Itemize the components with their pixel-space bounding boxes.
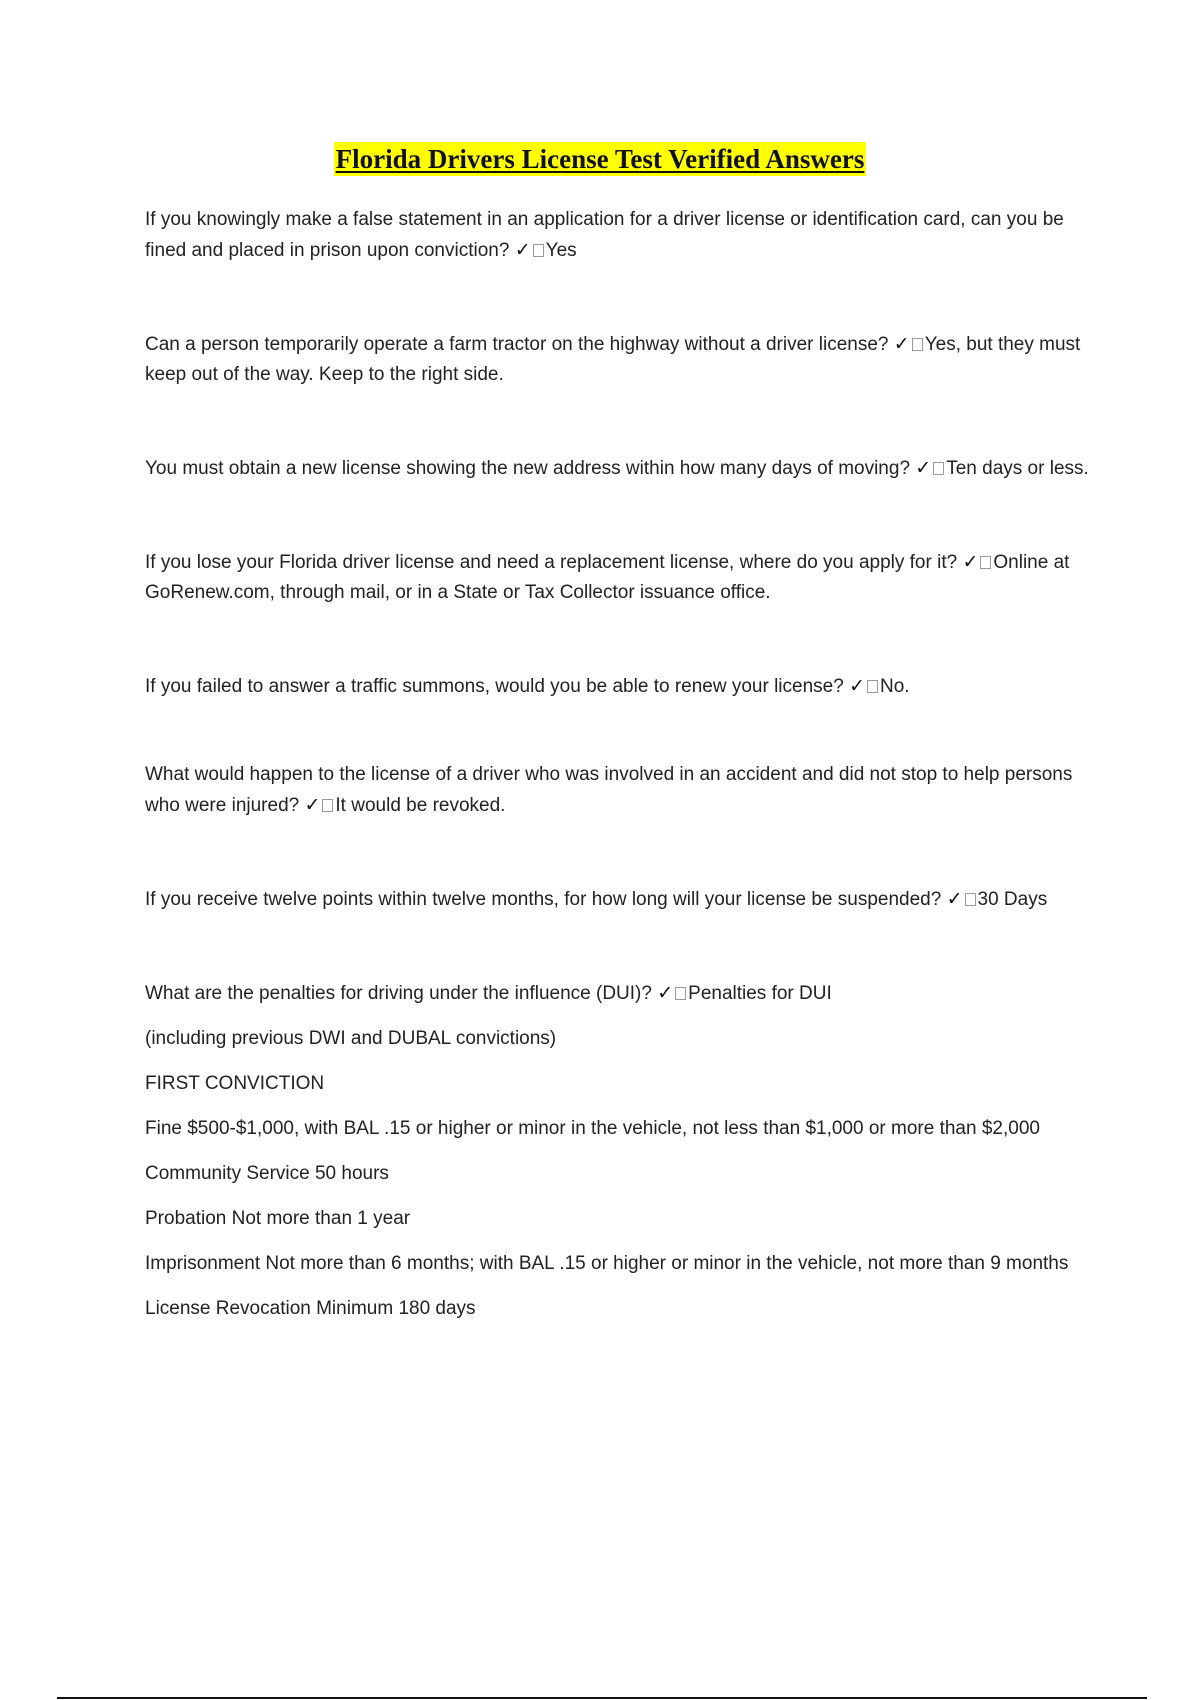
dui-detail-imprisonment: Imprisonment Not more than 6 months; with BAL .15 or higher or minor in the vehicle, not more than 9 months (145, 1253, 1069, 1274)
qa-item-7 (145, 884, 1090, 915)
checkmark-icon: ✓ (657, 982, 674, 1004)
qa-item-5 (145, 671, 1090, 702)
question-text: If you knowingly make a false statement in an application for a driver license or identification card, can you be fined and placed in prison upon conviction? (145, 209, 1064, 261)
checkbox-icon (965, 893, 976, 906)
question-text: What would happen to the license of a driver who was involved in an accident and did not stop to help persons who were injured? (145, 764, 1073, 816)
document-title: Florida Drivers License Test Verified Answers (335, 144, 865, 174)
checkbox-icon (980, 556, 991, 569)
dui-detail-license-revocation: License Revocation Minimum 180 days (145, 1298, 476, 1319)
document-body (145, 205, 1090, 1339)
qa-item-3 (145, 453, 1090, 484)
dui-detail-community-service: Community Service 50 hours (145, 1163, 389, 1184)
footer-divider (57, 1697, 1147, 1699)
question-text: Can a person temporarily operate a farm tractor on the highway without a driver license? (145, 334, 889, 355)
qa-item-2 (145, 329, 1090, 390)
question-text: If you failed to answer a traffic summons, would you be able to renew your license? (145, 676, 844, 697)
checkmark-icon: ✓ (893, 333, 910, 355)
checkbox-icon (322, 799, 333, 812)
qa-item-6 (145, 760, 1090, 821)
answer-text: Yes, but they must keep out of the way. Keep to the right side. (145, 334, 1081, 385)
checkbox-icon (867, 680, 878, 693)
qa-item-1 (145, 205, 1090, 266)
qa-item-8 (145, 978, 1090, 1009)
dui-detail-note: (including previous DWI and DUBAL convictions) (145, 1028, 557, 1049)
answer-text: Yes (545, 240, 577, 261)
title-wrapper (0, 142, 1200, 176)
checkbox-icon (912, 338, 923, 351)
answer-text: 30 Days (977, 889, 1048, 910)
checkmark-icon: ✓ (915, 457, 932, 479)
checkmark-icon: ✓ (962, 551, 979, 573)
answer-text: Ten days or less. (946, 458, 1089, 479)
checkmark-icon: ✓ (946, 888, 963, 910)
checkbox-icon (933, 462, 944, 475)
answer-text: No. (880, 676, 910, 697)
checkbox-icon (675, 987, 686, 1000)
question-text: What are the penalties for driving under the influence (DUI)? (145, 983, 652, 1004)
question-text: If you receive twelve points within twelve months, for how long will your license be suspended? (145, 889, 942, 910)
answer-text: It would be revoked. (335, 795, 506, 816)
answer-text: Penalties for DUI (688, 983, 832, 1004)
answer-text: Online at GoRenew.com, through mail, or in a State or Tax Collector issuance office. (145, 552, 1070, 603)
checkmark-icon: ✓ (304, 794, 321, 816)
dui-detail-fine: Fine $500-$1,000, with BAL .15 or higher or minor in the vehicle, not less than $1,000 or more than $2,000 (145, 1118, 1040, 1139)
question-text: If you lose your Florida driver license and need a replacement license, where do you apply for it? (145, 552, 958, 573)
checkmark-icon: ✓ (849, 675, 866, 697)
checkmark-icon: ✓ (514, 239, 531, 261)
question-text: You must obtain a new license showing the new address within how many days of moving? (145, 458, 911, 479)
dui-detail-probation: Probation Not more than 1 year (145, 1208, 411, 1229)
dui-detail-heading: FIRST CONVICTION (145, 1073, 325, 1094)
qa-item-4 (145, 547, 1090, 608)
checkbox-icon (533, 244, 544, 257)
